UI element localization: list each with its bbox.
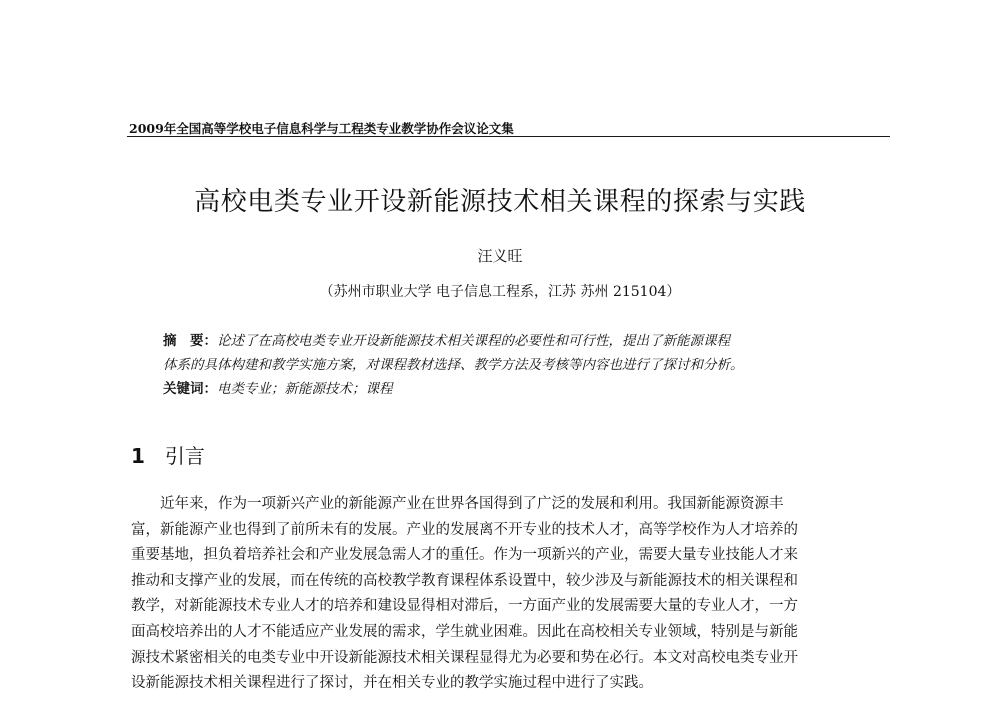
abstract-text: 论述了在高校电类专业开设新能源技术相关课程的必要性和可行性，提出了新能源课程 bbox=[217, 333, 730, 349]
body-line: 面高校培养出的人才不能适应产业发展的需求，学生就业困难。因此在高校相关专业领域，特别是与新能 bbox=[131, 623, 798, 640]
author-name: 汪义旺 bbox=[477, 247, 523, 265]
section-heading bbox=[131, 440, 205, 469]
header-rule bbox=[127, 136, 890, 137]
body-paragraph bbox=[131, 492, 891, 697]
section-title: 引言 bbox=[164, 444, 205, 468]
author-affiliation: （苏州市职业大学 电子信息工程系，江苏 苏州 215104） bbox=[319, 284, 681, 300]
paper-title: 高校电类专业开设新能源技术相关课程的探索与实践 bbox=[194, 187, 806, 217]
body-line: 富，新能源产业也得到了前所未有的发展。产业的发展离不开专业的技术人才，高等学校作为人才培养的 bbox=[131, 521, 798, 538]
abstract-block bbox=[163, 329, 883, 401]
running-header: 2009年全国高等学校电子信息科学与工程类专业教学协作会议论文集 bbox=[129, 121, 514, 136]
body-line: 近年来，作为一项新兴产业的新能源产业在世界各国得到了广泛的发展和利用。我国新能源资源丰 bbox=[160, 496, 784, 512]
section-number: 1 bbox=[131, 444, 145, 468]
abstract-line bbox=[163, 329, 883, 353]
abstract-label: 摘 要： bbox=[163, 333, 217, 349]
keywords-text: 电类专业；新能源技术；课程 bbox=[217, 381, 393, 397]
keywords-line bbox=[163, 377, 883, 401]
abstract-line: 体系的具体构建和教学实施方案，对课程教材选择、教学方法及考核等内容也进行了探讨和分析。 bbox=[163, 357, 744, 373]
body-line: 教学，对新能源技术专业人才的培养和建设显得相对滞后，一方面产业的发展需要大量的专业人才，一方 bbox=[131, 598, 798, 615]
body-line: 重要基地，担负着培养社会和产业发展急需人才的重任。作为一项新兴的产业，需要大量专业技能人才来 bbox=[131, 547, 798, 564]
body-line: 设新能源技术相关课程进行了探讨，并在相关专业的教学实施过程中进行了实践。 bbox=[131, 675, 653, 692]
body-line: 源技术紧密相关的电类专业中开设新能源技术相关课程显得尤为必要和势在必行。本文对高校电类专业开 bbox=[131, 649, 798, 666]
body-line: 推动和支撑产业的发展，而在传统的高校教学教育课程体系设置中，较少涉及与新能源技术的相关课程和 bbox=[131, 572, 798, 589]
keywords-label: 关键词： bbox=[163, 381, 217, 397]
